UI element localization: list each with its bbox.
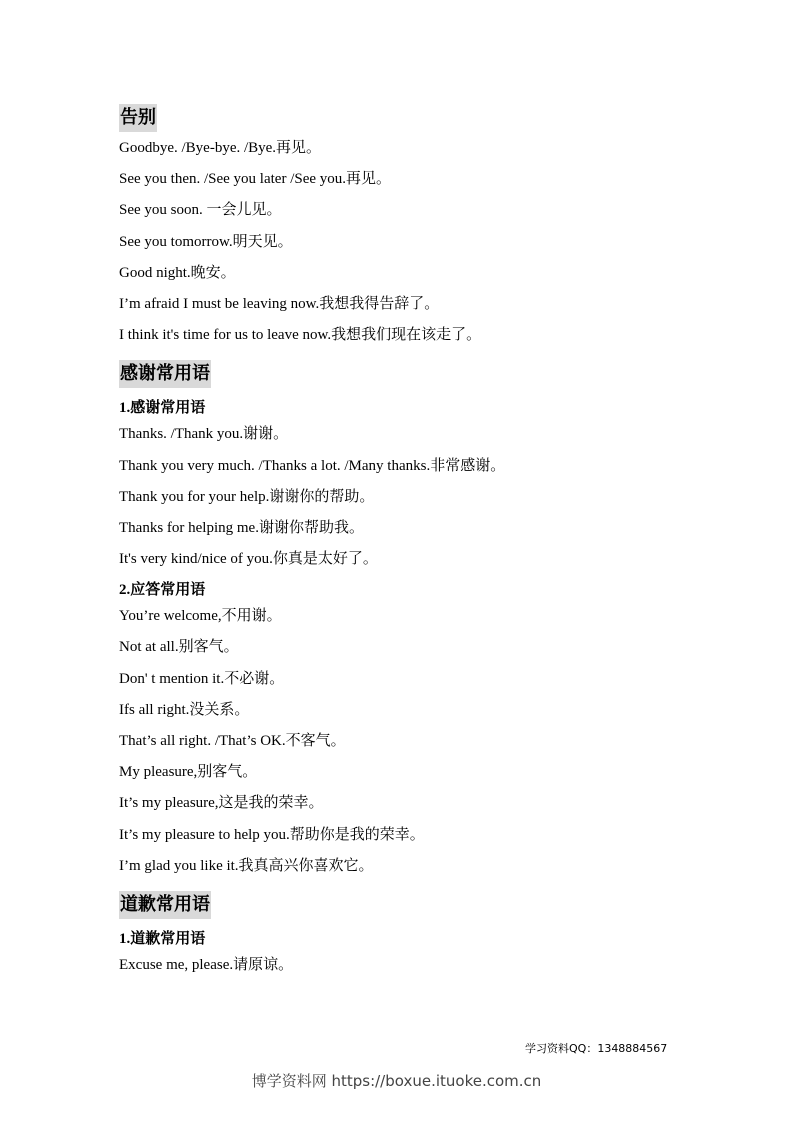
footer-site-watermark: 博学资料网 https://boxue.ituoke.com.cn [251, 1072, 542, 1090]
phrase-line: See you soon. 一会儿见。 [119, 202, 282, 219]
apology-list [119, 955, 739, 975]
section-heading-farewell: 告别 [119, 104, 157, 132]
phrase-line: Thank you very much. /Thanks a lot. /Many thanks.非常感谢。 [119, 457, 506, 474]
section-heading-thanks: 感谢常用语 [119, 360, 211, 388]
reply-list [119, 606, 739, 876]
document-body [119, 100, 739, 986]
subheading-apology-phrases: 1.道歉常用语 [119, 930, 206, 947]
phrase-line: It's very kind/nice of you.你真是太好了。 [119, 551, 378, 568]
phrase-line: Thanks for helping me.谢谢你帮助我。 [119, 519, 364, 536]
phrase-line: Ifs all right.没关系。 [119, 701, 250, 718]
phrase-line: See you then. /See you later /See you.再见。 [119, 171, 392, 188]
farewell-list [119, 138, 739, 345]
subheading-thanks-phrases: 1.感谢常用语 [119, 400, 206, 417]
phrase-line: I’m glad you like it.我真高兴你喜欢它。 [119, 857, 374, 874]
phrase-line: Thanks. /Thank you.谢谢。 [119, 426, 289, 443]
thanks-list [119, 424, 739, 569]
phrase-line: My pleasure,别客气。 [119, 764, 258, 781]
footer-qq-contact: 学习资料QQ：1348884567 [525, 1042, 668, 1055]
subheading-reply-phrases: 2.应答常用语 [119, 582, 206, 599]
phrase-line: You’re welcome,不用谢。 [119, 608, 282, 625]
phrase-line: Good night.晚安。 [119, 264, 236, 281]
phrase-line: See you tomorrow.明天见。 [119, 233, 293, 250]
phrase-line: Don' t mention it.不必谢。 [119, 670, 285, 687]
section-heading-apology: 道歉常用语 [119, 891, 211, 919]
phrase-line: Goodbye. /Bye-bye. /Bye.再见。 [119, 140, 322, 156]
phrase-line: I think it's time for us to leave now.我想我们现在该走了。 [119, 327, 482, 344]
phrase-line: Not at all.别客气。 [119, 639, 239, 656]
phrase-line: Excuse me, please.请原谅。 [119, 956, 294, 973]
phrase-line: It’s my pleasure to help you.帮助你是我的荣幸。 [119, 826, 425, 843]
phrase-line: I’m afraid I must be leaving now.我想我得告辞了。 [119, 295, 440, 312]
phrase-line: Thank you for your help.谢谢你的帮助。 [119, 488, 375, 505]
phrase-line: It’s my pleasure,这是我的荣幸。 [119, 795, 324, 812]
phrase-line: That’s all right. /That’s OK.不客气。 [119, 733, 346, 749]
